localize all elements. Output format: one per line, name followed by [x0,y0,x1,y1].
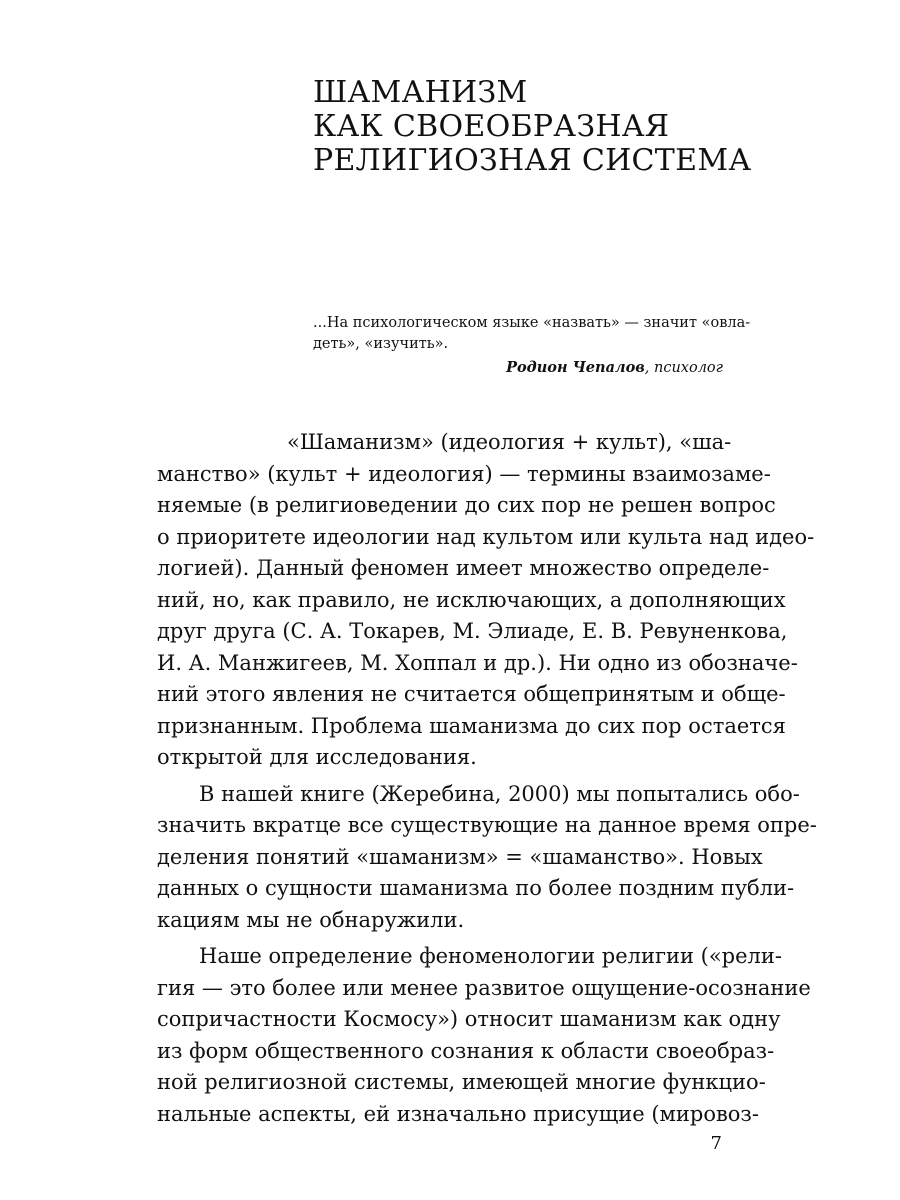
text-line: нальные аспекты, ей изначально присущие (мировоз- [157,1101,759,1126]
text-line: кациям мы не обнаружили. [157,907,465,932]
epigraph-quote-line: деть», «изучить». [313,336,449,352]
text-line: деления понятий «шаманизм» = «шаманство». Новых [157,844,763,869]
text-line: ний, но, как правило, не исключающих, а дополняющих [157,587,786,612]
epigraph-author-role: , психолог [644,360,723,376]
epigraph [313,313,751,379]
chapter-title-line: КАК СВОЕОБРАЗНАЯ [313,109,670,144]
text-line: из форм общественного сознания к области своеобраз- [157,1038,775,1063]
text-line: сопричастности Космосу») относит шаманизм как одну [157,1007,781,1031]
paragraph [157,779,817,937]
text-line: друг друга (С. А. Токарев, М. Элиаде, Е. В. Ревуненкова, [157,619,788,643]
epigraph-attribution [313,357,723,379]
text-line: открытой для исследования. [157,745,477,769]
text-line: манство» (культ + идеология) — термины взаимозаме- [157,461,771,486]
chapter-title-line: ШАМАНИЗМ [313,75,528,110]
body-text [157,427,817,1135]
epigraph-author-name: Родион Чепалов [506,359,645,376]
text-line: признанным. Проблема шаманизма до сих пор остается [157,713,786,738]
text-line: о приоритете идеологии над культом или культа над идео- [157,524,815,549]
text-line: ний этого явления не считается общепринятым и обще- [157,682,786,706]
text-line: гия — это более или менее развитое ощущение-осознание [157,975,811,1000]
chapter-title [313,76,833,178]
epigraph-quote-line: ...На психологическом языке «назвать» — значит «овла- [313,315,751,331]
text-line: няемые (в религиоведении до сих пор не решен вопрос [157,493,776,517]
text-line: ной религиозной системы, имеющей многие функцио- [157,1070,766,1094]
text-line: И. А. Манжигеев, М. Хоппал и др.). Ни одно из обозначе- [157,650,798,675]
text-line: Наше определение феноменологии религии («рели- [199,944,782,968]
text-line: логией). Данный феномен имеет множество определе- [157,556,770,580]
paragraph [157,941,811,1130]
text-line: значить вкратце все существующие на данное время опре- [157,813,817,837]
text-line: данных о сущности шаманизма по более поздним публи- [157,876,795,900]
text-line: В нашей книге (Жеребина, 2000) мы попытались обо- [199,781,800,806]
page-number: 7 [710,1133,722,1154]
text-line: «Шаманизм» (идеология + культ), «ша- [287,430,732,454]
paragraph [157,427,815,774]
chapter-title-line: РЕЛИГИОЗНАЯ СИСТЕМА [313,143,752,178]
